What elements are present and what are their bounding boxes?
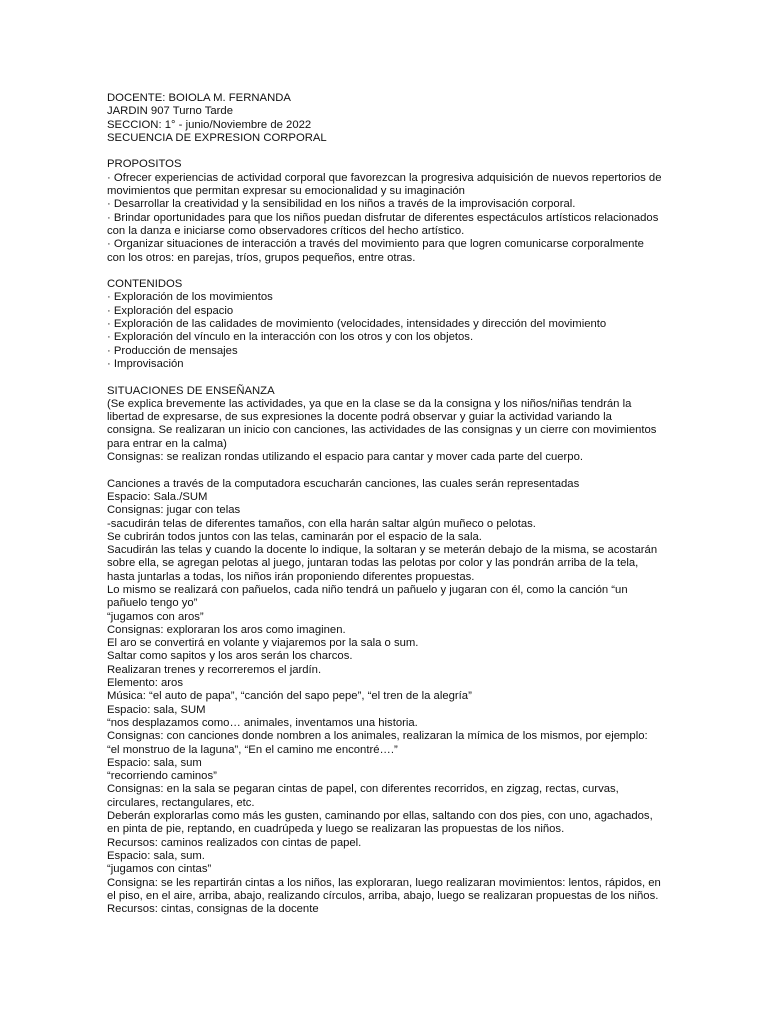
situacion-line: Espacio: sala, SUM	[107, 703, 206, 716]
contenido-item: · Improvisación	[107, 357, 184, 370]
situacion-line: Consignas: jugar con telas	[107, 504, 241, 517]
situacion-line: Elemento: aros	[107, 677, 183, 690]
contenido-item: · Exploración de las calidades de movimiento (velocidades, intensidades y dirección del movimiento	[107, 318, 607, 331]
jardin-line: JARDIN 907 Turno Tarde	[107, 105, 234, 118]
situaciones-intro: (Se explica brevemente las actividades, ya que en la clase se da la consigna y los niños/niñas tendrán la libertad de expresarse, de sus expresiones la docente podrá observar y guiar la actividad variando la consigna. Se realizaran un inicio con canciones, las actividades de las consignas y un cierre con movimientos para entrar en la calma)	[107, 397, 657, 450]
proposito-item: · Desarrollar la creatividad y la sensibilidad en los niños a través de la improvisación corporal.	[107, 198, 576, 211]
situacion-line: Consignas: con canciones donde nombren a los animales, realizaran la mímica de los mismos, por ejemplo: “el monstruo de la laguna”, “En el camino me encontré….”	[107, 730, 648, 756]
situacion-line: Recursos: caminos realizados con cintas de papel.	[107, 836, 362, 849]
docente-line: DOCENTE: BOIOLA M. FERNANDA	[107, 92, 291, 104]
situacion-line: “recorriendo caminos”	[107, 770, 217, 783]
consigna-inicio: Consignas: se realizan rondas utilizando el espacio para cantar y mover cada parte del cuerpo.	[107, 451, 583, 464]
situacion-line: “nos desplazamos como… animales, inventamos una historia.	[107, 716, 418, 729]
contenidos-heading: CONTENIDOS	[107, 278, 183, 291]
situacion-line: Espacio: sala, sum.	[107, 849, 205, 862]
document-page	[107, 92, 663, 916]
situacion-line: Canciones a través de la computadora escucharán canciones, las cuales serán representadas	[107, 477, 580, 490]
proposito-item: · Ofrecer experiencias de actividad corporal que favorezcan la progresiva adquisición de nuevos repertorios de movimientos que permitan expresar su emocionalidad y su imaginación	[107, 171, 662, 198]
situacion-line: Música: “el auto de papa”, “canción del sapo pepe”, “el tren de la alegría”	[107, 690, 472, 703]
situacion-line: Espacio: sala, sum	[107, 756, 202, 769]
contenido-item: · Producción de mensajes	[107, 344, 238, 357]
spacer	[107, 265, 663, 278]
situacion-line: Saltar como sapitos y los aros serán los charcos.	[107, 650, 353, 663]
situacion-line: Consigna: se les repartirán cintas a los niños, las exploraran, luego realizaran movimientos: lentos, rápidos, en el piso, en el aire, arriba, abajo, realizando círculos, arriba, abajo, luego se realizaran propuestas de los niños.	[107, 876, 661, 902]
contenido-item: · Exploración del vínculo en la interacción con los otros y con los objetos.	[107, 331, 474, 344]
situacion-line: El aro se convertirá en volante y viajaremos por la sala o sum.	[107, 637, 419, 650]
situacion-line: Recursos: cintas, consignas de la docente	[107, 903, 319, 916]
spacer	[107, 464, 663, 477]
situacion-line: Espacio: Sala./SUM	[107, 490, 208, 503]
situacion-line: -sacudirán telas de diferentes tamaños, con ella harán saltar algún muñeco o pelotas.	[107, 517, 536, 530]
contenido-item: · Exploración de los movimientos	[107, 291, 273, 304]
situacion-line: Lo mismo se realizará con pañuelos, cada niño tendrá un pañuelo y jugaran con él, como la canción “un pañuelo tengo yo”	[107, 583, 628, 610]
situaciones-body	[107, 478, 663, 917]
spacer	[107, 145, 663, 158]
secuencia-title: SECUENCIA DE EXPRESION CORPORAL	[107, 131, 327, 144]
situaciones-heading: SITUACIONES DE ENSEÑANZA	[107, 384, 275, 397]
situacion-line: Consignas: en la sala se pegaran cintas de papel, con diferentes recorridos, en zigzag, rectas, curvas, circulares, rectangulares, etc.	[107, 783, 619, 809]
situacion-line: Se cubrirán todos juntos con las telas, caminarán por el espacio de la sala.	[107, 530, 482, 543]
proposito-item: · Brindar oportunidades para que los niños puedan disfrutar de diferentes espectáculos artísticos relacionados con la danza e iniciarse como observadores críticos del hecho artístico.	[107, 211, 659, 237]
seccion-line: SECCION: 1° - junio/Noviembre de 2022	[107, 118, 312, 131]
situacion-line: Deberán explorarlas como más les gusten, caminando por ellas, saltando con dos pies, con uno, agachados, en pinta de pie, reptando, en cuadrúpeda y luego se realizaran las propuestas de los niños.	[107, 810, 653, 836]
contenido-item: · Exploración del espacio	[107, 304, 234, 317]
situacion-line: Consignas: exploraran los aros como imaginen.	[107, 623, 346, 636]
situacion-line: Realizaran trenes y recorreremos el jardín.	[107, 663, 322, 676]
proposito-item: · Organizar situaciones de interacción a través del movimiento para que logren comunicarse corporalmente con los otros: en parejas, tríos, grupos pequeños, entre otras.	[107, 238, 644, 264]
propositos-heading: PROPOSITOS	[107, 158, 182, 171]
situacion-line: “jugamos con cintas”	[107, 863, 212, 876]
situacion-line: “jugamos con aros”	[107, 610, 204, 623]
situacion-line: Sacudirán las telas y cuando la docente lo indique, la soltaran y se meterán debajo de la misma, se acostarán sobre ella, se agregan pelotas al juego, juntaran todas las pelotas por color y las pondrán arriba de la tela, hasta juntarlas a todas, los niños irán proponiendo diferentes propuestas.	[107, 544, 658, 583]
spacer	[107, 371, 663, 384]
